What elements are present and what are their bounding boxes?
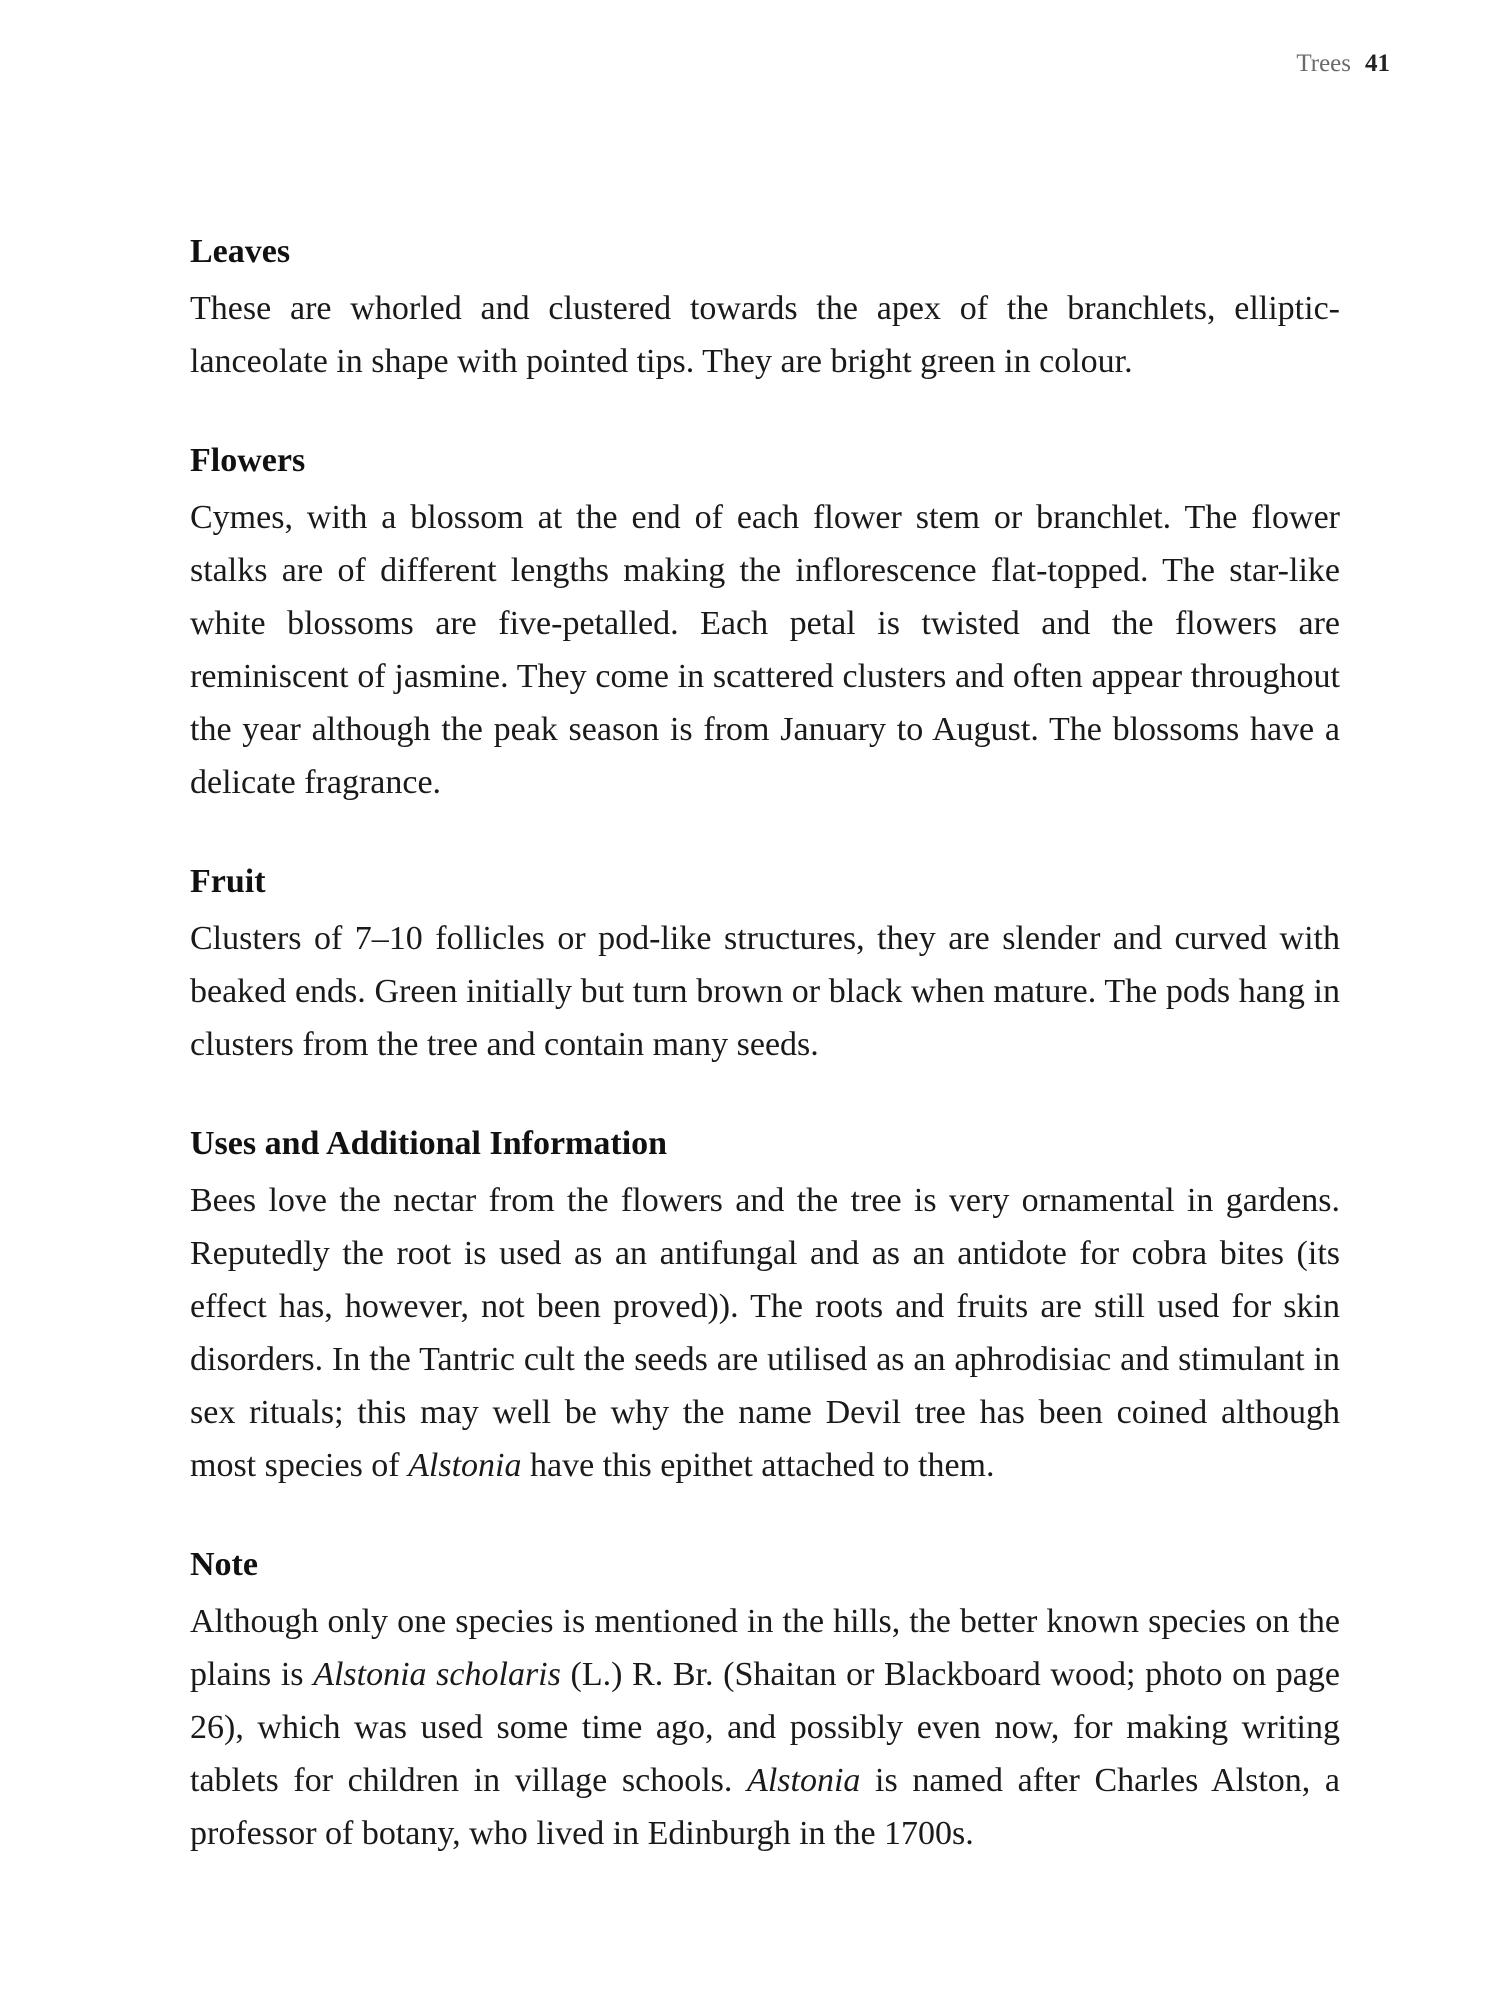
section-text-fruit: Clusters of 7–10 follicles or pod-like structures, they are slender and curved with beaked ends. Green initially but turn brown or black when mature. The pods hang in clusters from the tree and contain many seeds. — [190, 920, 1340, 1063]
section-heading-fruit: Fruit — [190, 863, 266, 900]
uses-text-part-1: Bees love the nectar from the flowers and the tree is very ornamental in gardens. Reputedly the root is used as an antifungal and as an antidote for cobra bites (its effect has, however, not been proved)). The roots and fruits are still used for skin disorders. In the Tantric cult the seeds are utilised as an aphrodisiac and stimulant in sex rituals; this may well be why the name Devil tree has been coined although most species of — [190, 1182, 1340, 1484]
section-flowers — [190, 441, 1340, 809]
section-text-flowers: Cymes, with a blossom at the end of each flower stem or branchlet. The flower stalks are of different lengths making the inflorescence flat-topped. The star-like white blossoms are five-petalled. Each petal is twisted and the flowers are reminiscent of jasmine. They come in scattered clusters and often appear throughout the year although the peak season is from January to August. The blossoms have a delicate fragrance. — [190, 499, 1340, 801]
note-italic-genus: Alstonia — [747, 1762, 861, 1799]
note-italic-species: Alstonia scholaris — [313, 1656, 561, 1693]
uses-text-part-2: have this epithet attached to them. — [521, 1447, 995, 1484]
running-head — [1296, 50, 1390, 78]
note-text-part-3: is named after Charles Alston, a professor of botany, who lived in Edinburgh in the 1700s. — [190, 1762, 1340, 1852]
running-head-title: Trees — [1296, 50, 1351, 77]
section-heading-leaves: Leaves — [190, 233, 291, 270]
section-text-uses — [190, 1174, 1340, 1492]
section-uses — [190, 1124, 1340, 1492]
note-text-part-1: Although only one species is mentioned in the hills, the better known species on the plains is — [190, 1603, 1340, 1693]
page-content — [190, 232, 1340, 1860]
section-heading-flowers: Flowers — [190, 442, 306, 479]
section-text-leaves: These are whorled and clustered towards the apex of the branchlets, elliptic-lanceolate in shape with pointed tips. They are bright green in colour. — [190, 290, 1340, 380]
section-leaves — [190, 232, 1340, 388]
section-heading-uses: Uses and Additional Information — [190, 1125, 668, 1162]
section-fruit — [190, 862, 1340, 1071]
section-heading-note: Note — [190, 1546, 258, 1583]
uses-italic-genus: Alstonia — [408, 1447, 522, 1484]
section-note — [190, 1545, 1340, 1860]
page-number: 41 — [1365, 50, 1390, 77]
section-text-note — [190, 1595, 1340, 1860]
note-text-part-2: (L.) R. Br. (Shaitan or Blackboard wood; photo on page 26), which was used some time ago, and possibly even now, for making writing tablets for children in village schools. — [190, 1656, 1340, 1799]
